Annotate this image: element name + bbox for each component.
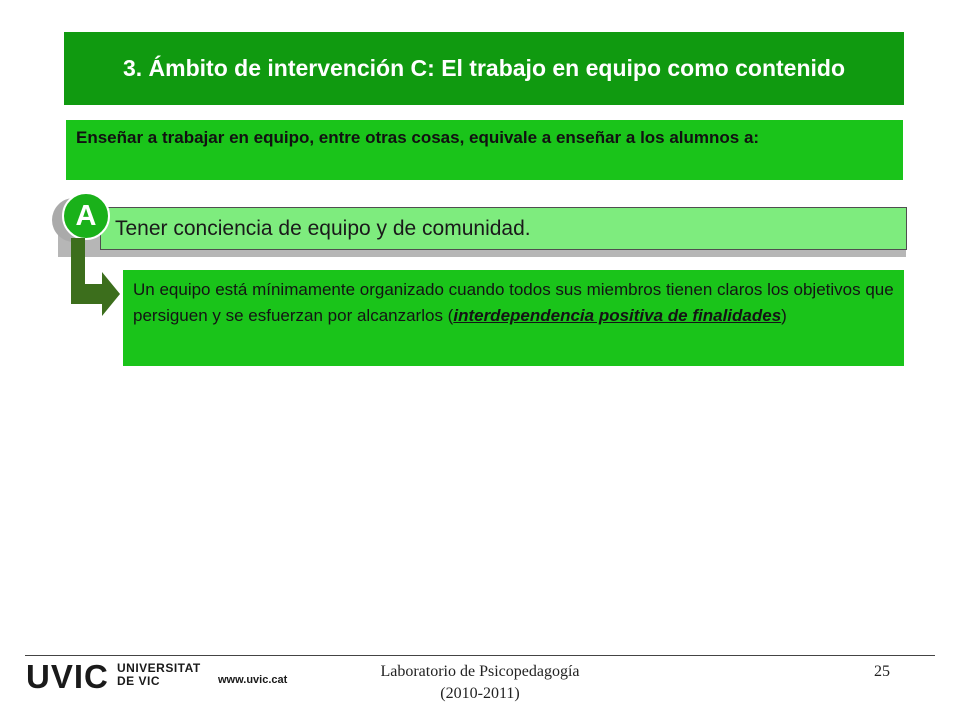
detail-emphasis: interdependencia positiva de finalidades — [453, 306, 782, 325]
university-line-1: UNIVERSITAT — [117, 661, 201, 675]
arrow-right-icon — [66, 238, 126, 320]
detail-text-end: ) — [781, 306, 787, 325]
item-box-a — [100, 207, 907, 250]
detail-box — [123, 270, 904, 366]
item-text: Tener conciencia de equipo y de comunidad. — [115, 217, 531, 240]
page-number: 25 — [874, 663, 890, 680]
uvic-logo — [26, 660, 109, 694]
slide-title-text: 3. Ámbito de intervención C: El trabajo en equipo como contenido — [122, 55, 845, 81]
lab-name: Laboratorio de Psicopedagogía — [380, 663, 580, 680]
university-name — [117, 662, 201, 688]
item-badge — [62, 192, 110, 240]
detail-text: Un equipo está mínimamente organizado cuando todos sus miembros tienen claros los objetivos que persiguen y se esfuerzan por alcanzarlos ( — [133, 280, 894, 325]
lab-years: (2010-2011) — [440, 685, 520, 702]
website-url: www.uvic.cat — [218, 674, 288, 686]
slide-title — [64, 32, 904, 105]
intro-text: Enseñar a trabajar en equipo, entre otras cosas, equivale a enseñar a los alumnos a: — [76, 128, 760, 147]
footer-divider — [25, 655, 935, 656]
university-line-2: DE VIC — [117, 674, 161, 688]
badge-letter: A — [75, 199, 97, 232]
uvic-logo-text: UVIC — [26, 658, 109, 695]
footer-lab — [320, 661, 640, 705]
intro-box — [66, 120, 903, 180]
